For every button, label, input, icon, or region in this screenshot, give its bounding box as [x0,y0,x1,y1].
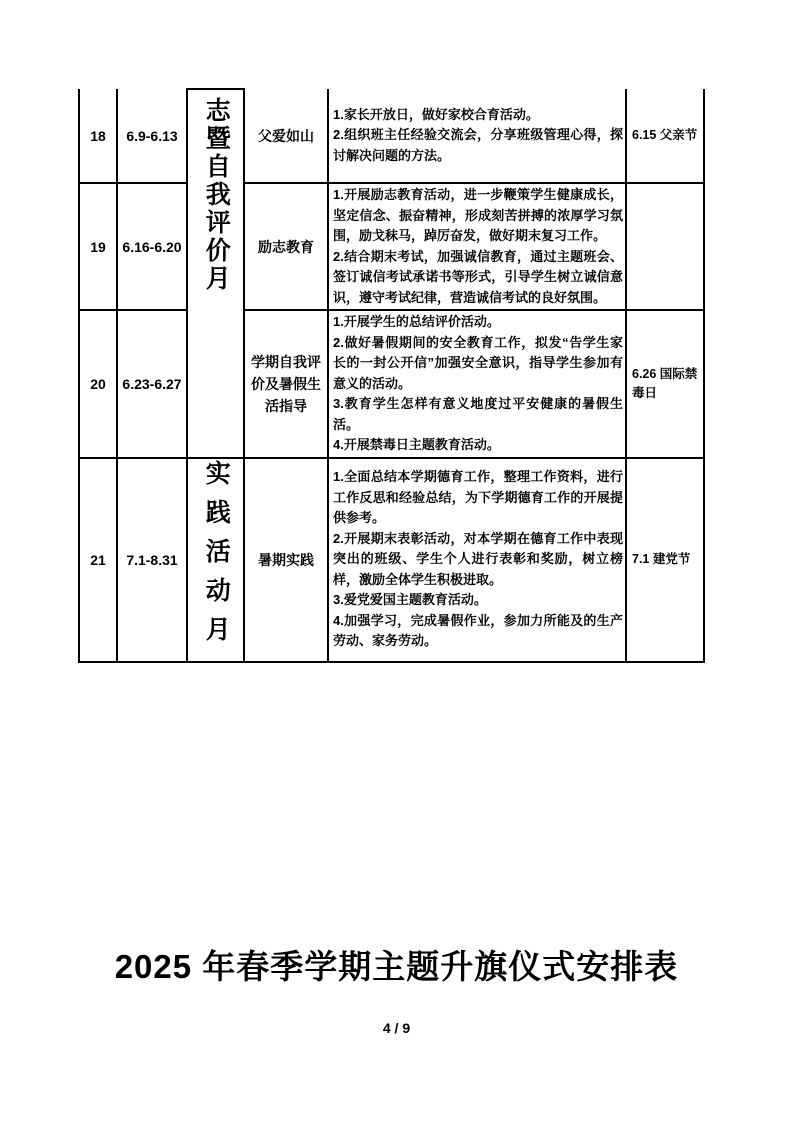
table-row [79,89,704,183]
activities-cell [328,89,626,183]
activity-item: 2.开展期末表彰活动，对本学期在德育工作中表现突出的班级、学生个人进行表彰和奖励，树立榜样，激励全体学生积极进取。 [333,530,623,587]
table-row [79,183,704,310]
week-number-cell: 20 [79,310,117,458]
activities-cell [328,310,626,458]
topic-cell: 暑期实践 [244,458,328,662]
schedule-table [78,88,705,663]
activity-item: 4.加强学习，完成暑假作业，参加力所能及的生产劳动、家务劳动。 [333,612,623,649]
date-range-cell: 7.1-8.31 [117,458,187,662]
month-theme-vertical-text: 志暨自我评价月 [202,97,231,293]
date-range-cell: 6.16-6.20 [117,183,187,310]
activity-item: 3.教育学生怎样有意义地度过平安健康的暑假生活。 [333,396,623,432]
month-theme-cell [187,458,244,662]
month-theme-vertical-text: 实践活动月 [202,459,231,655]
activity-item: 4.开展禁毒日主题教育活动。 [333,437,500,452]
activity-item: 1.家长开放日，做好家校合育活动。 [333,106,539,122]
topic-cell: 父爱如山 [244,89,328,183]
date-range-cell: 6.9-6.13 [117,89,187,183]
holiday-note-cell: 6.15 父亲节 [626,89,704,183]
topic-cell: 励志教育 [244,183,328,310]
activity-item: 2.组织班主任经验交流会，分享班级管理心得，探讨解决问题的方法。 [333,127,623,163]
activity-item: 1.开展学生的总结评价活动。 [333,314,500,329]
date-range-cell: 6.23-6.27 [117,310,187,458]
table-row [79,458,704,662]
week-number-cell: 19 [79,183,117,310]
week-number-cell: 18 [79,89,117,183]
week-number-cell: 21 [79,458,117,662]
topic-cell: 学期自我评价及暑假生活指导 [244,310,328,458]
month-theme-cell [187,89,244,458]
activities-cell [328,458,626,662]
holiday-note-cell: 7.1 建党节 [626,458,704,662]
activity-item: 1.全面总结本学期德育工作，整理工作资料，进行工作反思和经验总结，为下学期德育工作的开展提供参考。 [333,469,623,526]
activity-item: 2.做好暑假期间的安全教育工作，拟发“告学生家长的一封公开信”加强安全意识，指导学生参加有意义的活动。 [333,334,623,391]
section-title: 2025 年春季学期主题升旗仪式安排表 [114,948,679,985]
holiday-note-cell [626,183,704,310]
activity-item: 3.爱党爱国主题教育活动。 [333,592,487,608]
activity-item: 2.结合期末考试，加强诚信教育，通过主题班会、签订诚信考试承诺书等形式，引导学生树立诚信意识，遵守考试纪律，营造诚信考试的良好氛围。 [333,248,623,305]
holiday-note-cell: 6.26 国际禁毒日 [626,310,704,458]
activities-cell [328,183,626,310]
page-number: 4 / 9 [382,1020,411,1036]
table-row [79,310,704,458]
activity-item: 1.开展励志教育活动，进一步鞭策学生健康成长，坚定信念、振奋精神，形成刻苦拼搏的浓厚学习氛围，励戈秣马，踔厉奋发，做好期末复习工作。 [333,187,623,243]
